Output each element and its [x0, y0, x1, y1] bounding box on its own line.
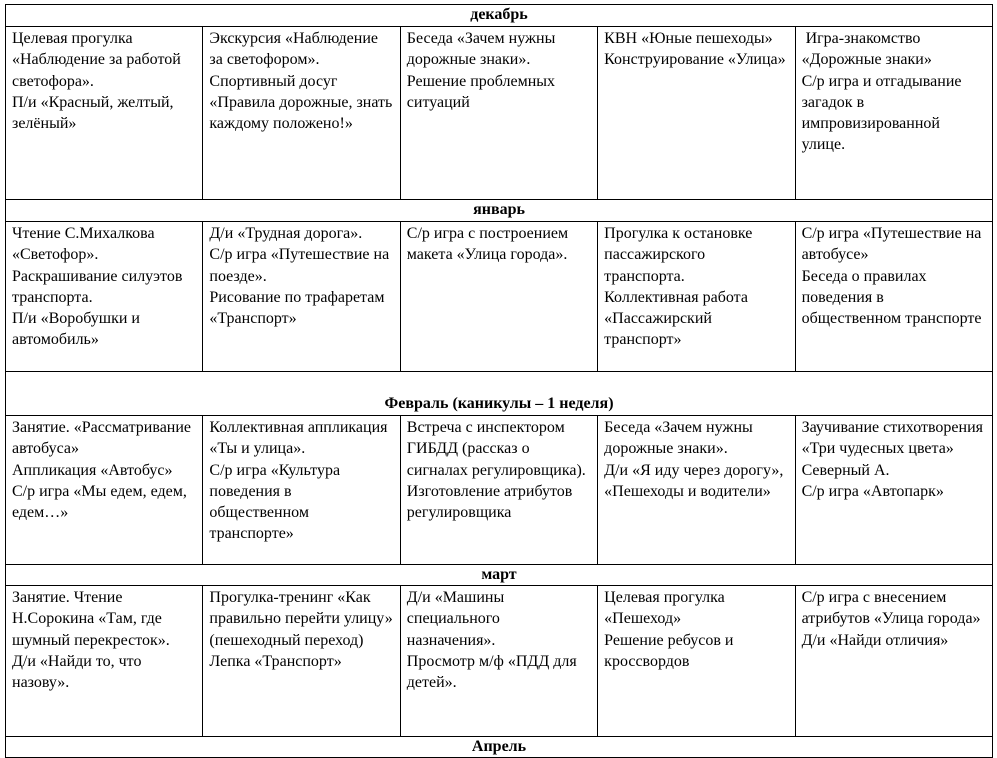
activity-plan-table [5, 4, 993, 758]
activity-cell [203, 222, 400, 372]
month-header: Февраль (каникулы – 1 неделя) [6, 372, 993, 416]
activity-line: Д/и «Я иду через дорогу», «Пешеходы и водители» [604, 461, 788, 500]
month-header: январь [6, 200, 993, 222]
activity-line: Целевая прогулка «Пешеход» [604, 589, 729, 628]
activity-cell [598, 416, 795, 565]
activity-cell [6, 27, 203, 200]
activity-line: Беседа «Зачем нужны дорожные знаки». [406, 30, 560, 69]
month-header-row [6, 372, 993, 416]
activity-line: С/р игра «Мы едем, едем, едем…» [12, 482, 191, 522]
activity-line: Экскурсия «Наблюдение за светофором». [209, 30, 382, 69]
activity-cell [795, 222, 992, 372]
activity-line: КВН «Юные пешеходы» [604, 30, 773, 47]
activity-line: Спортивный досуг «Правила дорожные, знать каждому положено!» [209, 72, 397, 133]
activity-cell [6, 222, 203, 372]
month-activities-row [6, 586, 993, 737]
activity-line: С/р игра «Путешествие на поезде». [209, 246, 394, 285]
activity-line: С/р игра «Путешествие на автобусе» [801, 225, 986, 264]
month-header-row [6, 5, 993, 27]
activity-line: С/р игра «Культура поведения в общественном транспорте» [209, 461, 345, 543]
activity-line: С/р игра с внесением атрибутов «Улица города» [801, 589, 981, 628]
month-header: декабрь [6, 5, 993, 27]
activity-line: Д/и «Найди то, что назову». [12, 652, 146, 692]
activity-line: П/и «Красный, желтый, зелёный» [12, 93, 178, 133]
activity-line: Беседа «Зачем нужны дорожные знаки». [604, 419, 757, 458]
month-header-row [6, 200, 993, 222]
activity-cell [400, 222, 597, 372]
activity-line: Д/и «Машины специального назначения». [406, 589, 509, 649]
activity-cell [795, 586, 992, 737]
month-header: март [6, 565, 993, 586]
month-header: Апрель [6, 737, 993, 758]
activity-line: Чтение С.Михалкова «Светофор». [12, 225, 159, 264]
activity-line: Просмотр м/ф «ПДД для детей». [406, 652, 581, 692]
activity-line: Заучивание стихотворения «Три чудесных цвета» Северный А. [801, 419, 988, 479]
activity-line: Раскрашивание силуэтов транспорта. [12, 267, 187, 306]
activity-line: С/р игра и отгадывание загадок в импровизированной улице. [801, 72, 966, 154]
activity-cell [795, 416, 992, 565]
activity-line: Игра-знакомство «Дорожные знаки» [801, 30, 932, 69]
activity-cell [795, 27, 992, 200]
activity-cell [203, 586, 400, 737]
activity-cell [400, 586, 597, 737]
month-activities-row [6, 27, 993, 200]
activity-line: Целевая прогулка «Наблюдение за работой светофора». [12, 30, 185, 90]
activity-line: Решение проблемных ситуаций [406, 72, 560, 111]
activity-line: Беседа о правилах поведения в общественном транспорте [801, 267, 982, 328]
activity-cell [598, 27, 795, 200]
activity-line: П/и «Воробушки и автомобиль» [12, 310, 144, 349]
activity-line: Д/и «Найди отличия» [801, 631, 949, 649]
activity-cell [203, 416, 400, 565]
activity-line: Изготовление атрибутов регулировщика [406, 482, 577, 522]
activity-line: Встреча с инспектором ГИБДД (рассказ о сигналах регулировщика). [406, 419, 586, 479]
month-header-row [6, 737, 993, 758]
activity-line: Аппликация «Автобус» [12, 461, 173, 479]
activity-line: С/р игра «Автопарк» [801, 482, 944, 500]
activity-line: Прогулка к остановке пассажирского транспорта. [604, 225, 757, 285]
activity-cell [598, 586, 795, 737]
activity-cell [400, 27, 597, 200]
activity-line: Коллективная работа «Пассажирский транспорт» [604, 288, 752, 349]
activity-cell [203, 27, 400, 200]
month-activities-row [6, 222, 993, 372]
activity-line: Прогулка-тренинг «Как правильно перейти улицу» (пешеходный переход) [209, 589, 397, 649]
activity-line: Конструирование «Улица» [604, 51, 786, 69]
activity-line: Решение ребусов и кроссвордов [604, 631, 738, 670]
month-header-row [6, 565, 993, 586]
month-activities-row [6, 416, 993, 565]
activity-line: Коллективная аппликация «Ты и улица». [209, 419, 392, 458]
activity-cell [598, 222, 795, 372]
activity-cell [400, 416, 597, 565]
activity-line: Занятие. «Рассматривание автобуса» [12, 419, 196, 458]
activity-line: С/р игра с построением макета «Улица города». [406, 225, 573, 264]
activity-line: Рисование по трафаретам «Транспорт» [209, 288, 389, 328]
activity-line: Д/и «Трудная дорога». [209, 225, 363, 242]
activity-line: Занятие. Чтение Н.Сорокина «Там, где шумный перекресток». [12, 589, 170, 649]
activity-cell [6, 586, 203, 737]
activity-cell [6, 416, 203, 565]
activity-line: Лепка «Транспорт» [209, 652, 342, 670]
